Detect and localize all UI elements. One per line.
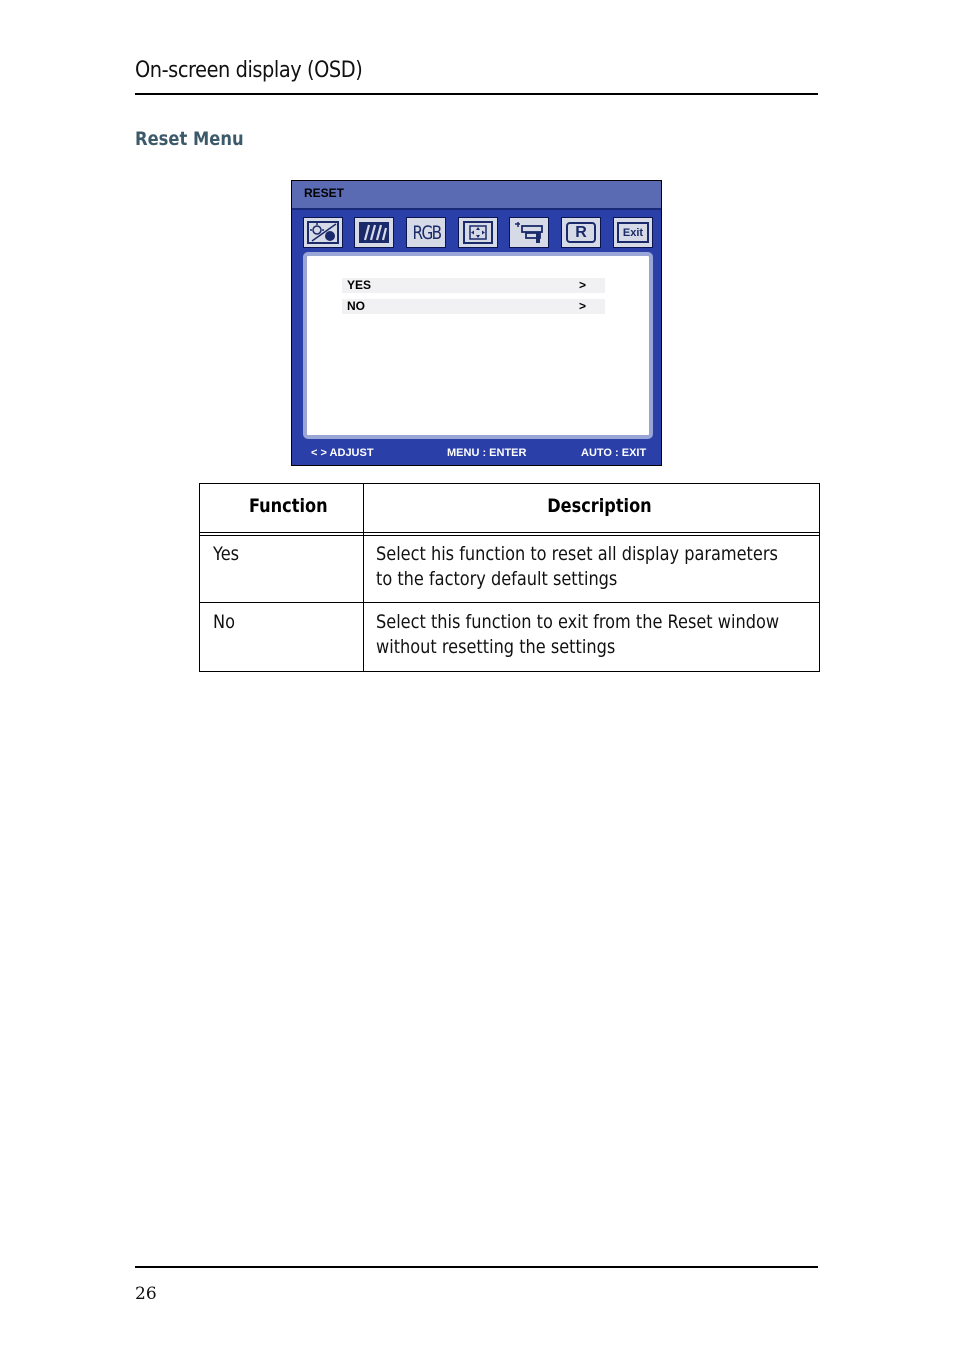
osd-option-no[interactable] (342, 299, 605, 314)
osd-content-panel (303, 252, 653, 439)
table-header-description: Description (547, 495, 652, 517)
function-table (199, 483, 820, 672)
chevron-right-icon: > (579, 299, 587, 313)
osd-screenshot (291, 180, 662, 466)
table-header-divider (200, 535, 819, 536)
osd-footer-enter: MENU : ENTER (447, 447, 527, 459)
position-icon (458, 217, 498, 248)
page-number: 26 (135, 1284, 157, 1304)
rgb-icon-label: RGB (412, 221, 440, 244)
footer-divider (135, 1266, 818, 1268)
table-cell-description: to the factory default settings (376, 568, 618, 590)
header-divider (135, 93, 818, 95)
exit-icon (613, 217, 653, 248)
osd-option-label: YES (347, 278, 372, 292)
table-column-divider (363, 484, 364, 671)
chevron-right-icon: > (579, 278, 587, 292)
exit-icon-label: Exit (622, 226, 644, 239)
table-cell-description: Select his function to reset all display parameters (376, 543, 778, 565)
osd-icon-row (303, 217, 653, 249)
table-header-function: Function (248, 495, 328, 517)
table-cell-function: Yes (213, 543, 240, 565)
reset-icon-label: R (575, 223, 587, 241)
table-header-divider (200, 532, 819, 533)
osd-option-yes[interactable] (342, 278, 605, 293)
phase-clock-icon (354, 217, 394, 248)
table-cell-description: without resetting the settings (376, 636, 616, 658)
setup-icon (509, 217, 549, 248)
osd-footer-exit: AUTO : EXIT (581, 447, 647, 459)
osd-option-label: NO (347, 299, 365, 313)
table-cell-function: No (213, 611, 235, 633)
osd-title: RESET (304, 186, 345, 200)
section-title: Reset Menu (135, 128, 244, 150)
brightness-contrast-icon (303, 217, 343, 248)
reset-icon (561, 217, 601, 248)
osd-title-bar (292, 181, 661, 210)
rgb-icon (406, 217, 446, 248)
table-row-divider (200, 602, 819, 603)
osd-footer (292, 444, 661, 464)
osd-footer-adjust: < > ADJUST (311, 447, 374, 459)
table-cell-description: Select this function to exit from the Reset window (376, 611, 780, 633)
page-header-title: On-screen display (OSD) (135, 58, 363, 83)
